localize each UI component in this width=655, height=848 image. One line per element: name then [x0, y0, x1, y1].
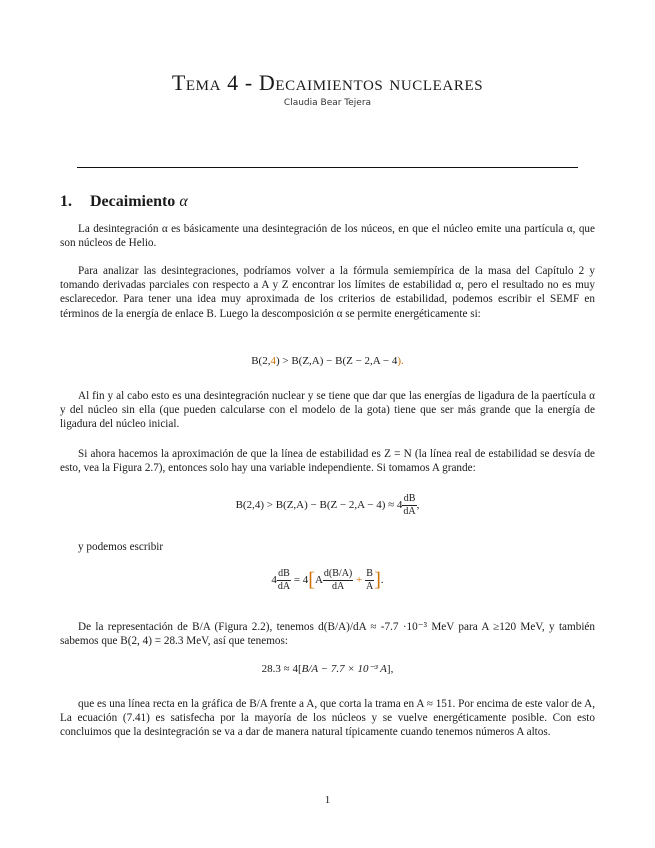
- section-heading: [60, 193, 188, 211]
- eq4-part: ],: [386, 663, 394, 675]
- eq3-part: 4: [271, 574, 277, 587]
- author-name: Claudia Bear Tejera: [283, 98, 372, 108]
- paragraph: y podemos escribir: [78, 541, 164, 553]
- eq3-inner-numerator: d(B/A): [323, 568, 353, 579]
- eq1-part: 4: [270, 355, 276, 367]
- eq3-b-denominator: A: [365, 581, 374, 592]
- section-number: 1.: [60, 193, 72, 210]
- eq3-part: .: [380, 574, 384, 587]
- paragraph: que es una línea recta en la gráfica de B/A frente a A, que corta la trama en A ≈ 151. Por encima de este valor de A, La ecuación (7.41) es satisfecha por la mayoría de los núcleos y se vuelve energéticamente posible. Con esto concluimos que la desintegración se va a dar de manera natural típicamente cuando tenemos números A altos.: [60, 698, 595, 739]
- eq4-part: 28.3 ≈ 4[: [261, 663, 302, 675]
- eq3-fraction: [277, 568, 291, 593]
- paragraph: Al fin y al cabo esto es una desintegración nuclear y se tiene que dar que las energías de ligadura de la paertícula α y del núcleo sin ella (que pueden calcularse con el modelo de la gota) tiene que ser más grande que la energía de ligadura del núcleo inicial.: [60, 390, 595, 431]
- eq3-part: A: [314, 574, 323, 587]
- eq3-numerator: dB: [278, 568, 290, 579]
- section-label: Decaimiento: [90, 193, 176, 210]
- eq3-denominator: dA: [277, 581, 291, 592]
- page-number: 1: [324, 794, 331, 806]
- eq3-b-fraction: [365, 568, 374, 593]
- document-title: Tema 4 - Decaimientos nucleares: [171, 70, 484, 95]
- eq3-part: = 4: [293, 574, 309, 587]
- eq2-fraction: [402, 493, 416, 518]
- eq2-lhs: B(2,4) > B(Z,A) − B(Z − 2,A − 4) ≈ 4: [235, 499, 403, 512]
- eq3-b-numerator: B: [366, 568, 373, 579]
- equation-4: [0, 662, 655, 675]
- eq2-numerator: dB: [403, 493, 416, 504]
- paragraph: De la representación de B/A (Figura 2.2), tenemos d(B/A)/dA ≈ -7.7 ·10⁻³ MeV para A ≥120 MeV, y también sabemos que B(2, 4) = 28.3 MeV, así que tenemos:: [60, 621, 595, 648]
- eq1-part: ).: [397, 355, 404, 367]
- equation-3: [0, 568, 655, 593]
- section-symbol: α: [179, 193, 188, 210]
- eq3-inner-fraction: [323, 568, 353, 593]
- paragraph: Para analizar las desintegraciones, podríamos volver a la fórmula semiempírica de la masa del Capítulo 2 y tomando derivadas parciales con respecto a A y Z encontrar los límites de estabilidad α, pero el resultado no es muy esclarecedor. Para tener una idea muy aproximada de los criterios de estabilidad, podemos escribir el SEMF en términos de la energía de enlace B. Luego la descomposición α se permite energéticamente si:: [60, 265, 595, 320]
- bracket-right: ]: [374, 569, 381, 591]
- eq2-denominator: dA: [403, 506, 416, 517]
- eq1-part: ) > B(Z,A) − B(Z − 2,A − 4: [275, 355, 398, 367]
- eq3-inner-denominator: dA: [331, 581, 345, 592]
- equation-1: [0, 355, 655, 367]
- eq3-part: +: [356, 574, 363, 587]
- title-rule: [77, 167, 578, 168]
- bracket-left: [: [308, 569, 315, 591]
- eq2-end: ,: [416, 499, 420, 512]
- paragraph: La desintegración α es básicamente una desintegración de los núceos, en que el núcleo emite una partícula α, que son núcleos de Helio.: [60, 223, 595, 250]
- paragraph: Si ahora hacemos la aproximación de que la línea de estabilidad es Z = N (la línea real de estabilidad se desvía de esto, vea la Figura 2.7), entonces solo hay una variable independiente. Si tomamos A grande:: [60, 448, 595, 475]
- eq1-part: B(2,: [251, 355, 271, 367]
- eq4-part: B/A − 7.7 × 10⁻³ A: [301, 663, 387, 675]
- equation-2: [0, 493, 655, 518]
